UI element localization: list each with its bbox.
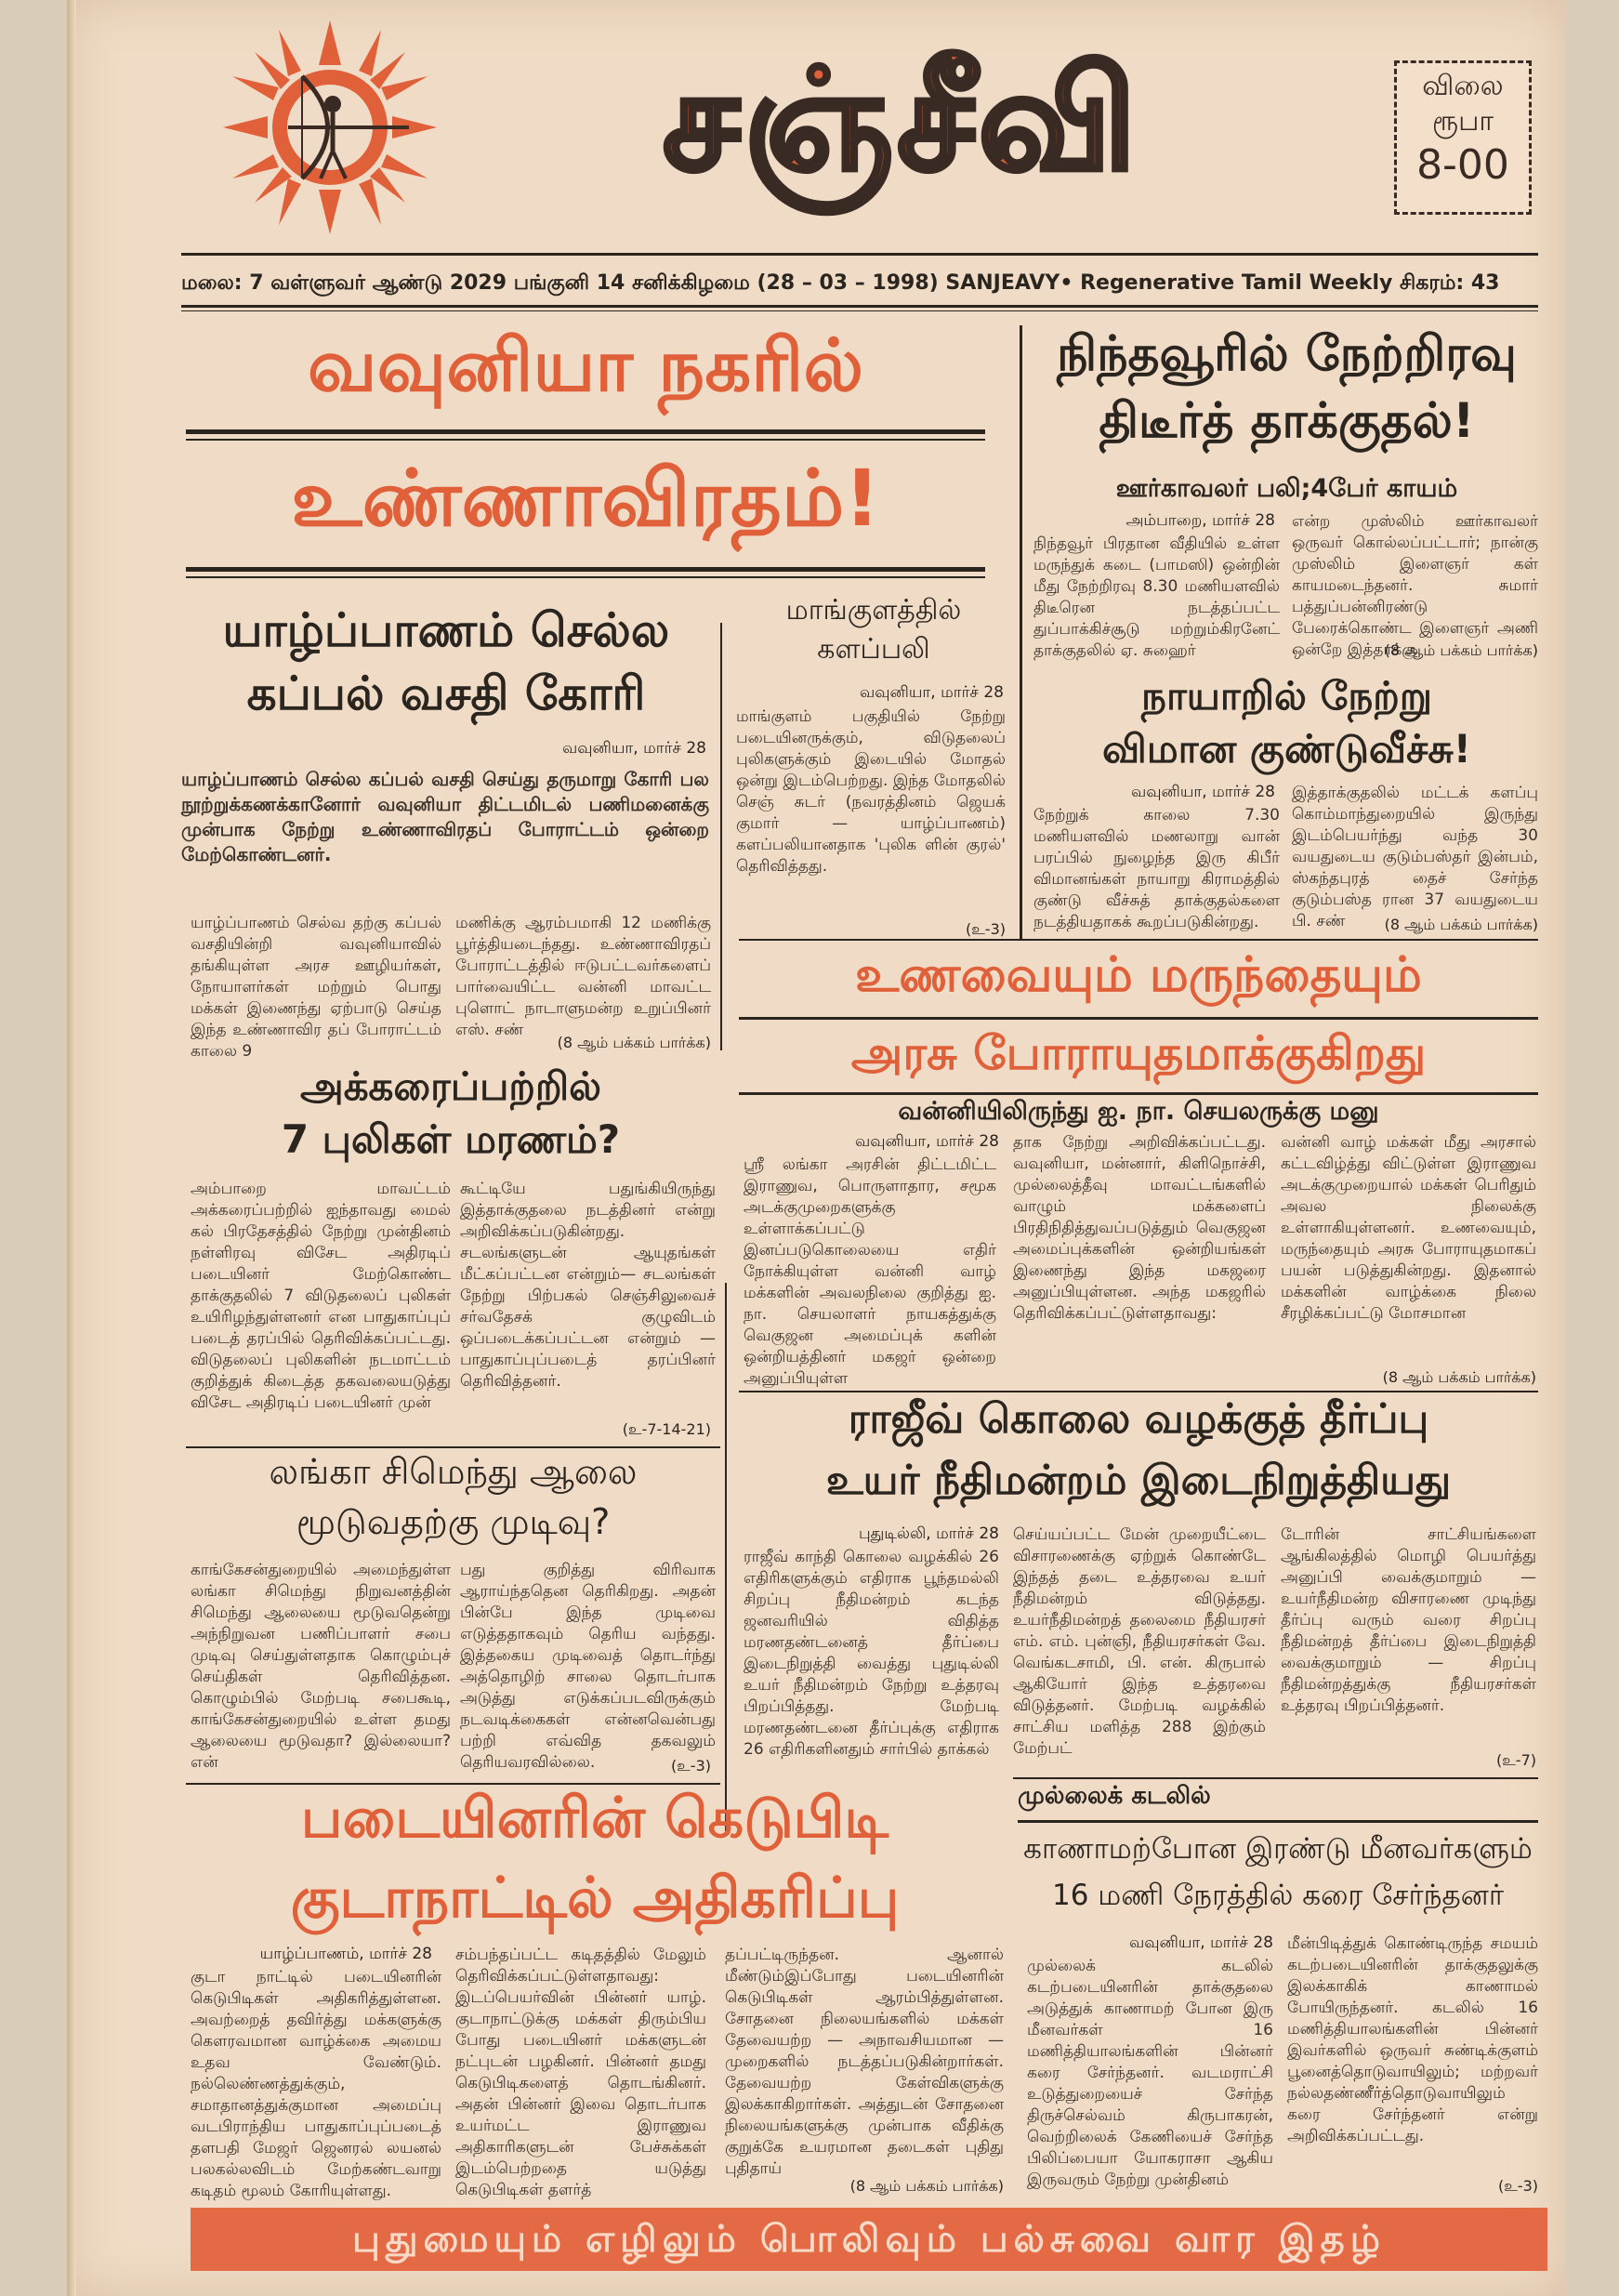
price-amount: 8-00 xyxy=(1416,141,1509,189)
jaffna-ship-headline-line1: யாழ்ப்பாணம் செல்ல xyxy=(222,603,670,657)
column-divider xyxy=(725,1283,727,1831)
nayaru-col2: இத்தாக்குதலில் மட்டக் களப்பு கொம்மாந்துறையில் இருந்து இடம்பெயர்ந்து வந்த 30 வயதுடைய குடும்பஸ்தர் இன்பம், ஸ்கந்தபுரத் தைச் சேர்ந்த குடும்பஸ்த ரான 37 வயதுடைய பி. சண் xyxy=(1292,784,1538,930)
mankulam-headline-line1: மாங்குளத்தில் xyxy=(785,594,962,627)
jaffna-ship-headline-line2: கப்பல் வசதி கோரி xyxy=(246,666,646,720)
mankulam-body: மாங்குளம் பகுதியில் நேற்று படையினருக்கும், விடுதலைப் புலிகளுக்கும் இடையில் மோதல் ஒன்று இடம்பெற்றது. இந்த மோதலில் செஞ் சுடர் (நவரத்தினம் ஜெயக் குமார் — யாழ்ப்பாணம்) களப்பலியானதாக 'புலிக ளின் குரல்' தெரிவித்தது. xyxy=(736,707,1006,876)
divider xyxy=(181,305,1538,308)
divider xyxy=(186,429,985,434)
nayaru-headline-line1: நாயாறில் நேற்று xyxy=(1141,673,1432,719)
price-box xyxy=(1394,60,1532,215)
ninthavur-col1: நிந்தவூர் பிரதான வீதியில் உள்ள மருந்துக் கடை (பாமஸி) ஒன்றின் மீது நேற்றிரவு 8.30 மணியளவில் திடீரென நடத்தப்பட்ட துப்பாக்கிச்சூடு மற்றும்கிரனேட் தாக்குதலில் ஏ. சுஹைர் xyxy=(1033,534,1280,660)
ninthavur-col2: என்ற முஸ்லிம் ஊர்காவலர் ஒருவர் கொல்லப்பட்டார்; நான்கு முஸ்லிம் இளைஞர் கள் காயமடைந்தனர். சுமார் பத்துப்பன்னிரண்டு பேரைக்கொண்ட இளைஞர் அணி ஒன்றே இத்தாக்கு xyxy=(1292,512,1538,659)
cement-col2: பது குறித்து விரிவாக ஆராய்ந்ததென தெரிகிறது. அதன் பின்பே இந்த முடிவை எடுத்ததாகவும் தெரிய வந்தது. இத்தகைய முடிவைத் தொடர்ந்து அத்தொழிற் சாலை தொடர்பாக அடுத்து எடுக்கப்படவிருக்கும் நடவடிக்கைகள் என்னவென்பது பற்றி எவ்வித தகவலும் தெரியவரவில்லை. xyxy=(460,1561,716,1772)
divider xyxy=(181,253,1538,256)
mullai-headline-line2: 16 மணி நேரத்தில் கரை சேர்ந்தனர் xyxy=(1051,1879,1505,1912)
rajiv-continued: (உ-7) xyxy=(1496,1751,1536,1769)
divider xyxy=(739,1092,1538,1095)
kudanadu-col1: குடா நாட்டில் படையினரின் கெடுபிடிகள் அதிகரித்துள்ளன. அவற்றைத் தவிர்த்து மக்களுக்கு கௌரவமான வாழ்க்கை அமைய உதவ வேண்டும். நல்லெண்ணத்துக்கும், சமாதானத்துக்குமான அமைப்பு வடபிராந்திய பாதுகாப்புப்படைத் தளபதி மேஜர் ஜெனரல் லயனல் பலகல்லவிடம் மேற்கண்டவாறு கடிதம் மூலம் கோரியுள்ளது. xyxy=(191,1968,441,2200)
akkaraipattu-continued: (உ-7-14-21) xyxy=(622,1420,711,1438)
divider xyxy=(739,1391,1538,1392)
food-medicine-col3: வன்னி வாழ் மக்கள் மீது அரசால் கட்டவிழ்த்து விட்டுள்ள இராணுவ அடக்குமுறையால் மக்கள் பெரிதும் அவல நிலைக்கு உள்ளாகியுள்ளனர். உணவையும், மருந்தையும் அரசு போராயுதமாகப் பயன் படுத்துகின்றது. இதனால் மக்களின் வாழ்க்கை நிலை சீரழிக்கப்பட்டு மோசமான xyxy=(1281,1133,1536,1323)
mullai-col2: மீன்பிடித்துக் கொண்டிருந்த சமயம் கடற்படையினரின் தாக்குதலுக்கு இலக்காகிக் காணாமல் போயிருந்தனர். கடலில் 16 மணித்தியாலங்களின் பின்னர் இவர்களில் ஒருவர் சுண்டிக்குளம் பூனைத்தொடுவாயிலும்; மற்றவர் நல்லதண்ணீர்த்தொடுவாயிலும் கரை சேர்ந்தனர் என்று அறிவிக்கப்பட்டது. xyxy=(1287,1934,1538,2145)
food-medicine-col2: தாக நேற்று அறிவிக்கப்பட்டது. வவுனியா, மன்னார், கிளிநொச்சி, முல்லைத்தீவு மாவட்டங்களில் வாழும் மக்களைப் பிரதிநிதித்துவப்படுத்தும் வெகுஜன அமைப்புக்களின் ஒன்றியங்கள் இணைந்து இந்த மகஜரை அனுப்பியுள்ளன. அந்த மகஜரில் தெரிவிக்கப்பட்டுள்ளதாவது: xyxy=(1013,1133,1266,1323)
jaffna-ship-col2: மணிக்கு ஆரம்பமாகி 12 மணிக்கு பூர்த்தியடைந்தது. உண்ணாவிரதப் போராட்டத்தில் ஈடுபட்டவர்களைப் பார்வையிட்ட வன்னி மாவட்ட புளொட் நாடாளுமன்ற உறுப்பினர் எஸ். சண் xyxy=(455,914,711,1039)
divider xyxy=(181,310,1538,311)
mankulam-dateline: வவுனியா, மார்ச் 28 xyxy=(859,683,1004,702)
nayaru-dateline: வவுனியா, மார்ச் 28 xyxy=(1130,783,1275,801)
rajiv-col1: ராஜீவ் காந்தி கொலை வழக்கில் 26 எதிரிகளுக்கும் எதிராக பூந்தமல்லி சிறப்பு நீதிமன்றம் கடந்த ஜனவரியில் விதித்த மரணதண்டனைத் தீர்ப்பை இடைநிறுத்தி வைத்து புதுடில்லி உயர் நீதிமன்றம் நேற்று உத்தரவு பிறப்பித்தது. மேற்படி மரணதண்டனை தீர்ப்புக்கு எதிராக 26 எதிரிகளினதும் சார்பில் தாக்கல் xyxy=(744,1548,999,1759)
mankulam-headline-line2: களப்பலி xyxy=(817,633,930,666)
nayaru-headline-line2: விமான குண்டுவீச்சு! xyxy=(1102,726,1471,772)
dateline: மலை: 7 வள்ளுவர் ஆண்டு 2029 பங்குனி 14 சனிக்கிழமை (28 – 03 – 1998) SANJEAVY• Regenerative Tamil Weekly சிகரம்: 43 xyxy=(181,271,1500,295)
nayaru-col1: நேற்றுக் காலை 7.30 மணியளவில் மணலாறு வான் பரப்பில் நுழைந்த இரு கிபீர் விமானங்கள் நாயாறு கிராமத்தில் குண்டு வீச்சுத் தாக்குதல்களை நடத்தியதாகக் கூறப்படுகின்றது. xyxy=(1033,806,1280,931)
ninthavur-continued: (8 ஆம் பக்கம் பார்க்க) xyxy=(1384,641,1538,659)
divider xyxy=(1013,1777,1538,1779)
akkaraipattu-headline-line1: அக்கரைப்பற்றில் xyxy=(300,1063,601,1109)
mullai-headline-line1: காணாமற்போன இரண்டு மீனவர்களும் xyxy=(1023,1832,1533,1866)
akkaraipattu-headline-line2: 7 புலிகள் மரணம்? xyxy=(281,1116,621,1162)
rajiv-col2: செய்யப்பட்ட மேன் முறையீட்டை விசாரணைக்கு ஏற்றுக் கொண்டே இந்தத் தடை உத்தரவை உயர் நீதிமன்றம் விடுத்தது. உயர்நீதிமன்றத் தலைமை நீதியரசர் எம். எம். புன்ஞி, நீதியரசர்கள் வே. வெங்கடசாமி, பி. என். கிருபால் ஆகியோர் இந்த உத்தரவை விடுத்தனர். மேற்படி வழக்கில் சாட்சிய மளித்த 288 இற்கும் மேற்பட் xyxy=(1013,1525,1266,1758)
sun-emblem-icon xyxy=(223,20,437,234)
column-divider xyxy=(720,623,722,1050)
page-edge xyxy=(67,0,76,2296)
food-medicine-headline-line1: உணவையும் மருந்தையும் xyxy=(855,947,1422,1003)
kudanadu-col2: சம்பந்தப்பட்ட கடிதத்தில் மேலும் தெரிவிக்கப்பட்டுள்ளதாவது: இடப்பெயர்வின் பின்னர் யாழ். குடாநாட்டுக்கு மக்கள் திரும்பிய போது படையினர் மக்களுடன் நட்புடன் பழகினர். பின்னர் தமது கெடுபிடிகளைத் தொடங்கினர். அதன் பின்னர் இவை தொடர்பாக உயர்மட்ட இராணுவ அதிகாரிகளுடன் பேச்சுக்கள் இடம்பெற்றதை யடுத்து கெடுபிடிகள் தளர்த் xyxy=(455,1946,706,2199)
ninthavur-subhead: ஊர்காவலர் பலி;4பேர் காயம் xyxy=(1115,474,1458,503)
divider xyxy=(186,439,985,441)
rajiv-headline-line2: உயர் நீதிமன்றம் இடைநிறுத்தியது xyxy=(825,1457,1452,1504)
ninthavur-headline-line2: திடீர்த் தாக்குதல்! xyxy=(1099,393,1475,449)
rajiv-col3: டோரின் சாட்சியங்களை ஆங்கிலத்தில் மொழி பெயர்த்து அனுப்பி வைக்குமாறும் — உயர்நீதிமன்ற விசாரணை முடிந்து தீர்ப்பு வரும் வரை சிறப்பு நீதிமன்றத் தீர்ப்பை இடைநிறுத்தி வைக்குமாறும் — சிறப்பு நீதிமன்றத்துக்கு நீதியரசர்கள் உத்தரவு பிறப்பித்தனர். xyxy=(1281,1525,1536,1715)
food-medicine-headline-line2: அரசு போராயுதமாக்குகிறது xyxy=(850,1026,1427,1080)
divider xyxy=(1018,1820,1538,1823)
akkaraipattu-col2: கூட்டியே பதுங்கியிருந்து இத்தாக்குதலை நடத்தினர் என்று அறிவிக்கப்படுகின்றது. சடலங்களுடன் ஆயுதங்கள் மீட்கப்பட்டன என்றும்— சடலங்கள் நேற்று பிற்பகல் செஞ்சிலுவைச் சர்வதேசக் குழுவிடம் ஒப்படைக்கப்பட்டன என்றும் — பாதுகாப்புப்படைத் தரப்பினர் தெரிவித்தனர். xyxy=(460,1180,716,1391)
price-currency: ரூபா xyxy=(1431,105,1494,138)
jaffna-ship-col1: யாழ்ப்பாணம் செல்வ தற்கு கப்பல் வசதியின்றி வவுனியாவில் தங்கியுள்ள அரச ஊழியர்கள், நோயாளர்கள் மற்றும் பொது மக்கள் இணைந்து ஏற்பாடு செய்த இந்த உண்ணாவிர தப் போராட்டம் காலை 9 xyxy=(191,914,441,1061)
mullai-continued: (உ-3) xyxy=(1498,2177,1538,2195)
mullai-dateline: வவுனியா, மார்ச் 28 xyxy=(1128,1933,1273,1952)
kudanadu-continued: (8 ஆம் பக்கம் பார்க்க) xyxy=(849,2177,1004,2195)
mullai-col1: முல்லைக் கடலில் கடற்படையினரின் தாக்குதலை அடுத்துக் காணாமற் போன இரு மீனவர்கள் 16 மணித்தியாலங்களின் பின்னர் கரை சேர்ந்தனர். வடமராட்சி உடுத்துறையைச் சேர்ந்த திருச்செல்வம் கிருபாகரன், வெற்றிலைக் கேணியைச் சேர்ந்த பிலிப்பையா யோகராசா ஆகிய இருவரும் நேற்று முன்தினம் xyxy=(1027,1957,1273,2189)
jaffna-ship-intro: யாழ்ப்பாணம் செல்ல கப்பல் வசதி செய்து தருமாறு கோரி பல நூற்றுக்கணக்கானோர் வவுனியா திட்டமிடல் பணிமனைக்கு முன்பாக நேற்று உண்ணாவிரதப் போராட்டம் ஒன்றை மேற்கொண்டனர். xyxy=(181,768,709,865)
divider xyxy=(739,939,1538,941)
masthead-title: சஞ்சீவி xyxy=(663,40,1140,202)
food-medicine-col1: ஸ்ரீ லங்கா அரசின் திட்டமிட்ட இராணுவ, பொருளாதார, சமூக அடக்குமுறைகளுக்கு உள்ளாக்கப்பட்டு இனப்படுகொலையை எதிர் நோக்கியுள்ள வன்னி வாழ் மக்களின் அவலநிலை குறித்து ஐ. நா. செயலாளர் நாயகத்துக்கு வெகுஜன அமைப்புக் களின் ஒன்றியத்தினர் மகஜர் ஒன்றை அனுப்பியுள்ள xyxy=(744,1155,996,1388)
nayaru-continued: (8 ஆம் பக்கம் பார்க்க) xyxy=(1384,916,1538,933)
divider xyxy=(186,1446,720,1448)
price-label: விலை xyxy=(1422,70,1504,102)
kudanadu-headline-line2: குடாநாட்டில் அதிகரிப்பு xyxy=(290,1866,900,1931)
footer-slogan-bar: புதுமையும் எழிலும் பொலிவும் பல்சுவை வார இதழ் xyxy=(191,2208,1547,2271)
food-medicine-subhead: வன்னியிலிருந்து ஐ. நா. செயலருக்கு மனு xyxy=(898,1097,1379,1126)
divider xyxy=(186,1783,720,1785)
ninthavur-dateline: அம்பாறை, மார்ச் 28 xyxy=(1125,511,1275,530)
cement-headline-line2: மூடுவதற்கு முடிவு? xyxy=(296,1501,611,1542)
ninthavur-headline-line1: நிந்தவூரில் நேற்றிரவு xyxy=(1057,326,1517,382)
cement-continued: (உ-3) xyxy=(671,1757,711,1775)
mullai-kicker: முல்லைக் கடலில் xyxy=(1018,1782,1211,1810)
food-medicine-dateline: வவுனியா, மார்ச் 28 xyxy=(854,1132,999,1151)
mankulam-continued: (உ-3) xyxy=(966,920,1006,938)
cement-headline-line1: லங்கா சிமெந்து ஆலை xyxy=(269,1451,638,1492)
cement-col1: காங்கேசன்துறையில் அமைந்துள்ள லங்கா சிமெந்து நிறுவனத்தின் சிமெந்து ஆலையை மூடுவதென்று அந்நிறுவன பணிப்பாளர் சபை முடிவு செய்துள்ளதாக கொழும்புச் செய்திகள் தெரிவித்தன. கொழும்பில் மேற்படி சபைகூடி, காங்கேசன்துறையில் உள்ள தமது ஆலையை மூடுவதா? இல்லையா? என் xyxy=(191,1561,451,1772)
food-medicine-continued: (8 ஆம் பக்கம் பார்க்க) xyxy=(1382,1368,1536,1386)
lead-headline-line1: வவுனியா நகரில் xyxy=(307,324,864,408)
kudanadu-col3: தப்பட்டிருந்தன. ஆனால் மீண்டும்இப்போது படையினரின் கெடுபிடிகள் ஆரம்பித்துள்ளன. சோதனை நிலையங்களில் மக்கள் தேவையற்ற — அநாவசியமான — முறைகளில் நடத்தப்படுகின்றார்கள். தேவையற்ற கேள்விகளுக்கு இலக்காகிறார்கள். அத்துடன் சோதனை நிலையங்களுக்கு முன்பாக வீதிக்கு குறுக்கே உயரமான தடைகள் புதிது புதிதாய் xyxy=(725,1946,1004,2178)
kudanadu-dateline: யாழ்ப்பாணம், மார்ச் 28 xyxy=(259,1945,432,1963)
divider xyxy=(739,1017,1538,1020)
divider xyxy=(186,567,985,572)
lead-headline-line2: உண்ணாவிரதம்! xyxy=(291,453,880,544)
akkaraipattu-col1: அம்பாறை மாவட்டம் அக்கரைப்பற்றில் ஐந்தாவது மைல் கல் பிரதேசத்தில் நேற்று முன்தினம் நள்ளிரவு விசேட அதிரடிப் படையினர் மேற்கொண்ட தாக்குதலில் 7 விடுதலைப் புலிகள் உயிரிழந்துள்ளனர் என பாதுகாப்புப் படைத் தரப்பில் தெரிவிக்கப்பட்டது. விடுதலைப் புலிகளின் நடமாட்டம் குறித்துக் கிடைத்த தகவலையடுத்து விசேட அதிரடிப் படையினர் முன் xyxy=(191,1180,451,1412)
column-divider xyxy=(1020,325,1022,939)
jaffna-ship-continued: (8 ஆம் பக்கம் பார்க்க) xyxy=(557,1034,711,1051)
jaffna-ship-dateline: வவுனியா, மார்ச் 28 xyxy=(561,739,706,758)
divider xyxy=(186,576,985,578)
kudanadu-headline-line1: படையினரின் கெடுபிடி xyxy=(300,1786,889,1851)
rajiv-headline-line1: ராஜீவ் கொலை வழக்குத் தீர்ப்பு xyxy=(848,1395,1429,1443)
rajiv-dateline: புதுடில்லி, மார்ச் 28 xyxy=(858,1524,999,1543)
